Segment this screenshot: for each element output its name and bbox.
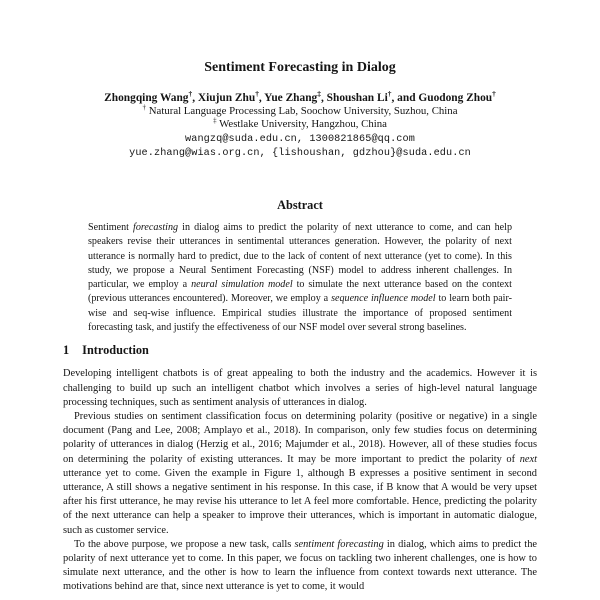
intro-paragraph-1: Developing intelligent chatbots is of great appealing to both the industry and the academics. However it is challenging to build up such an intelligent chatbot which involves a series of high-level natural language processing techniques, such as sentiment analysis of utterances in dialog. — [63, 368, 537, 408]
section-heading-introduction — [63, 343, 537, 358]
paper-title: Sentiment Forecasting in Dialog — [204, 60, 396, 75]
email-line-1: wangzq@suda.edu.cn, 1300821865@qq.com — [185, 134, 415, 145]
section-number: 1 — [63, 343, 70, 358]
affiliation-soochow: † Natural Language Processing Lab, Soochow University, Suzhou, China — [142, 103, 458, 117]
author-line: Zhongqing Wang†, Xiujun Zhu†, Yue Zhang‡, Shoushan Li†, and Guodong Zhou† — [104, 89, 496, 104]
section-title: Introduction — [82, 343, 149, 358]
intro-paragraph-3: To the above purpose, we propose a new task, calls sentiment forecasting in dialog, which aims to predict the polarity of next utterance yet to come. In this paper, we focus on tackling two inherent challenges, one is how to simulate next utterance, and the other is how to learn the influence from context towards next utterance. The motivations behind are that, since next utterance is yet to come, it would — [63, 538, 537, 593]
abstract-text: Sentiment forecasting in dialog aims to predict the polarity of next utterance to come, and can help speakers revise their utterances in sentimental utterances generation. However, the polarity of next utterance is normally hard to predict, due to the lack of content of next utterance (yet to come). In this study, we propose a Neural Sentiment Forecasting (NSF) model to address inherent challenges. In particular, we employ a neural simulation model to simulate the next utterance based on the context (previous utterances encountered). Moreover, we employ a sequence influence model to learn both pair-wise and seq-wise influence. Empirical studies illustrate the importance of proposed sentiment forecasting task, and justify the effectiveness of our NSF model over several strong baselines. — [88, 222, 513, 334]
abstract-heading: Abstract — [277, 198, 323, 212]
intro-paragraph-2: Previous studies on sentiment classification focus on determining polarity (positive or negative) in a single document (Pang and Lee, 2008; Amplayo et al., 2018). In comparison, only few studies focus on determining polarity of utterances in dialog (Herzig et al., 2016; Majumder et al., 2018). However, all of these studies focus on determining the polarity of existing utterances. It may be more important to predict the polarity of next utterance yet to come. Given the example in Figure 1, although B expresses a positive sentiment in second utterance, A still shows a negative sentiment in his response. In this case, if B know that A would be very upset after his first utterance, he may revise his utterance to let A feel more comfortable. Hence, predicting the polarity of the next utterance can help a speaker to improve their utterances, which is important in automatic dialogue, such as customer service. — [63, 410, 537, 536]
affiliation-westlake: ‡ Westlake University, Hangzhou, China — [213, 116, 387, 130]
email-line-2: yue.zhang@wias.org.cn, {lishoushan, gdzhou}@suda.edu.cn — [129, 147, 471, 159]
